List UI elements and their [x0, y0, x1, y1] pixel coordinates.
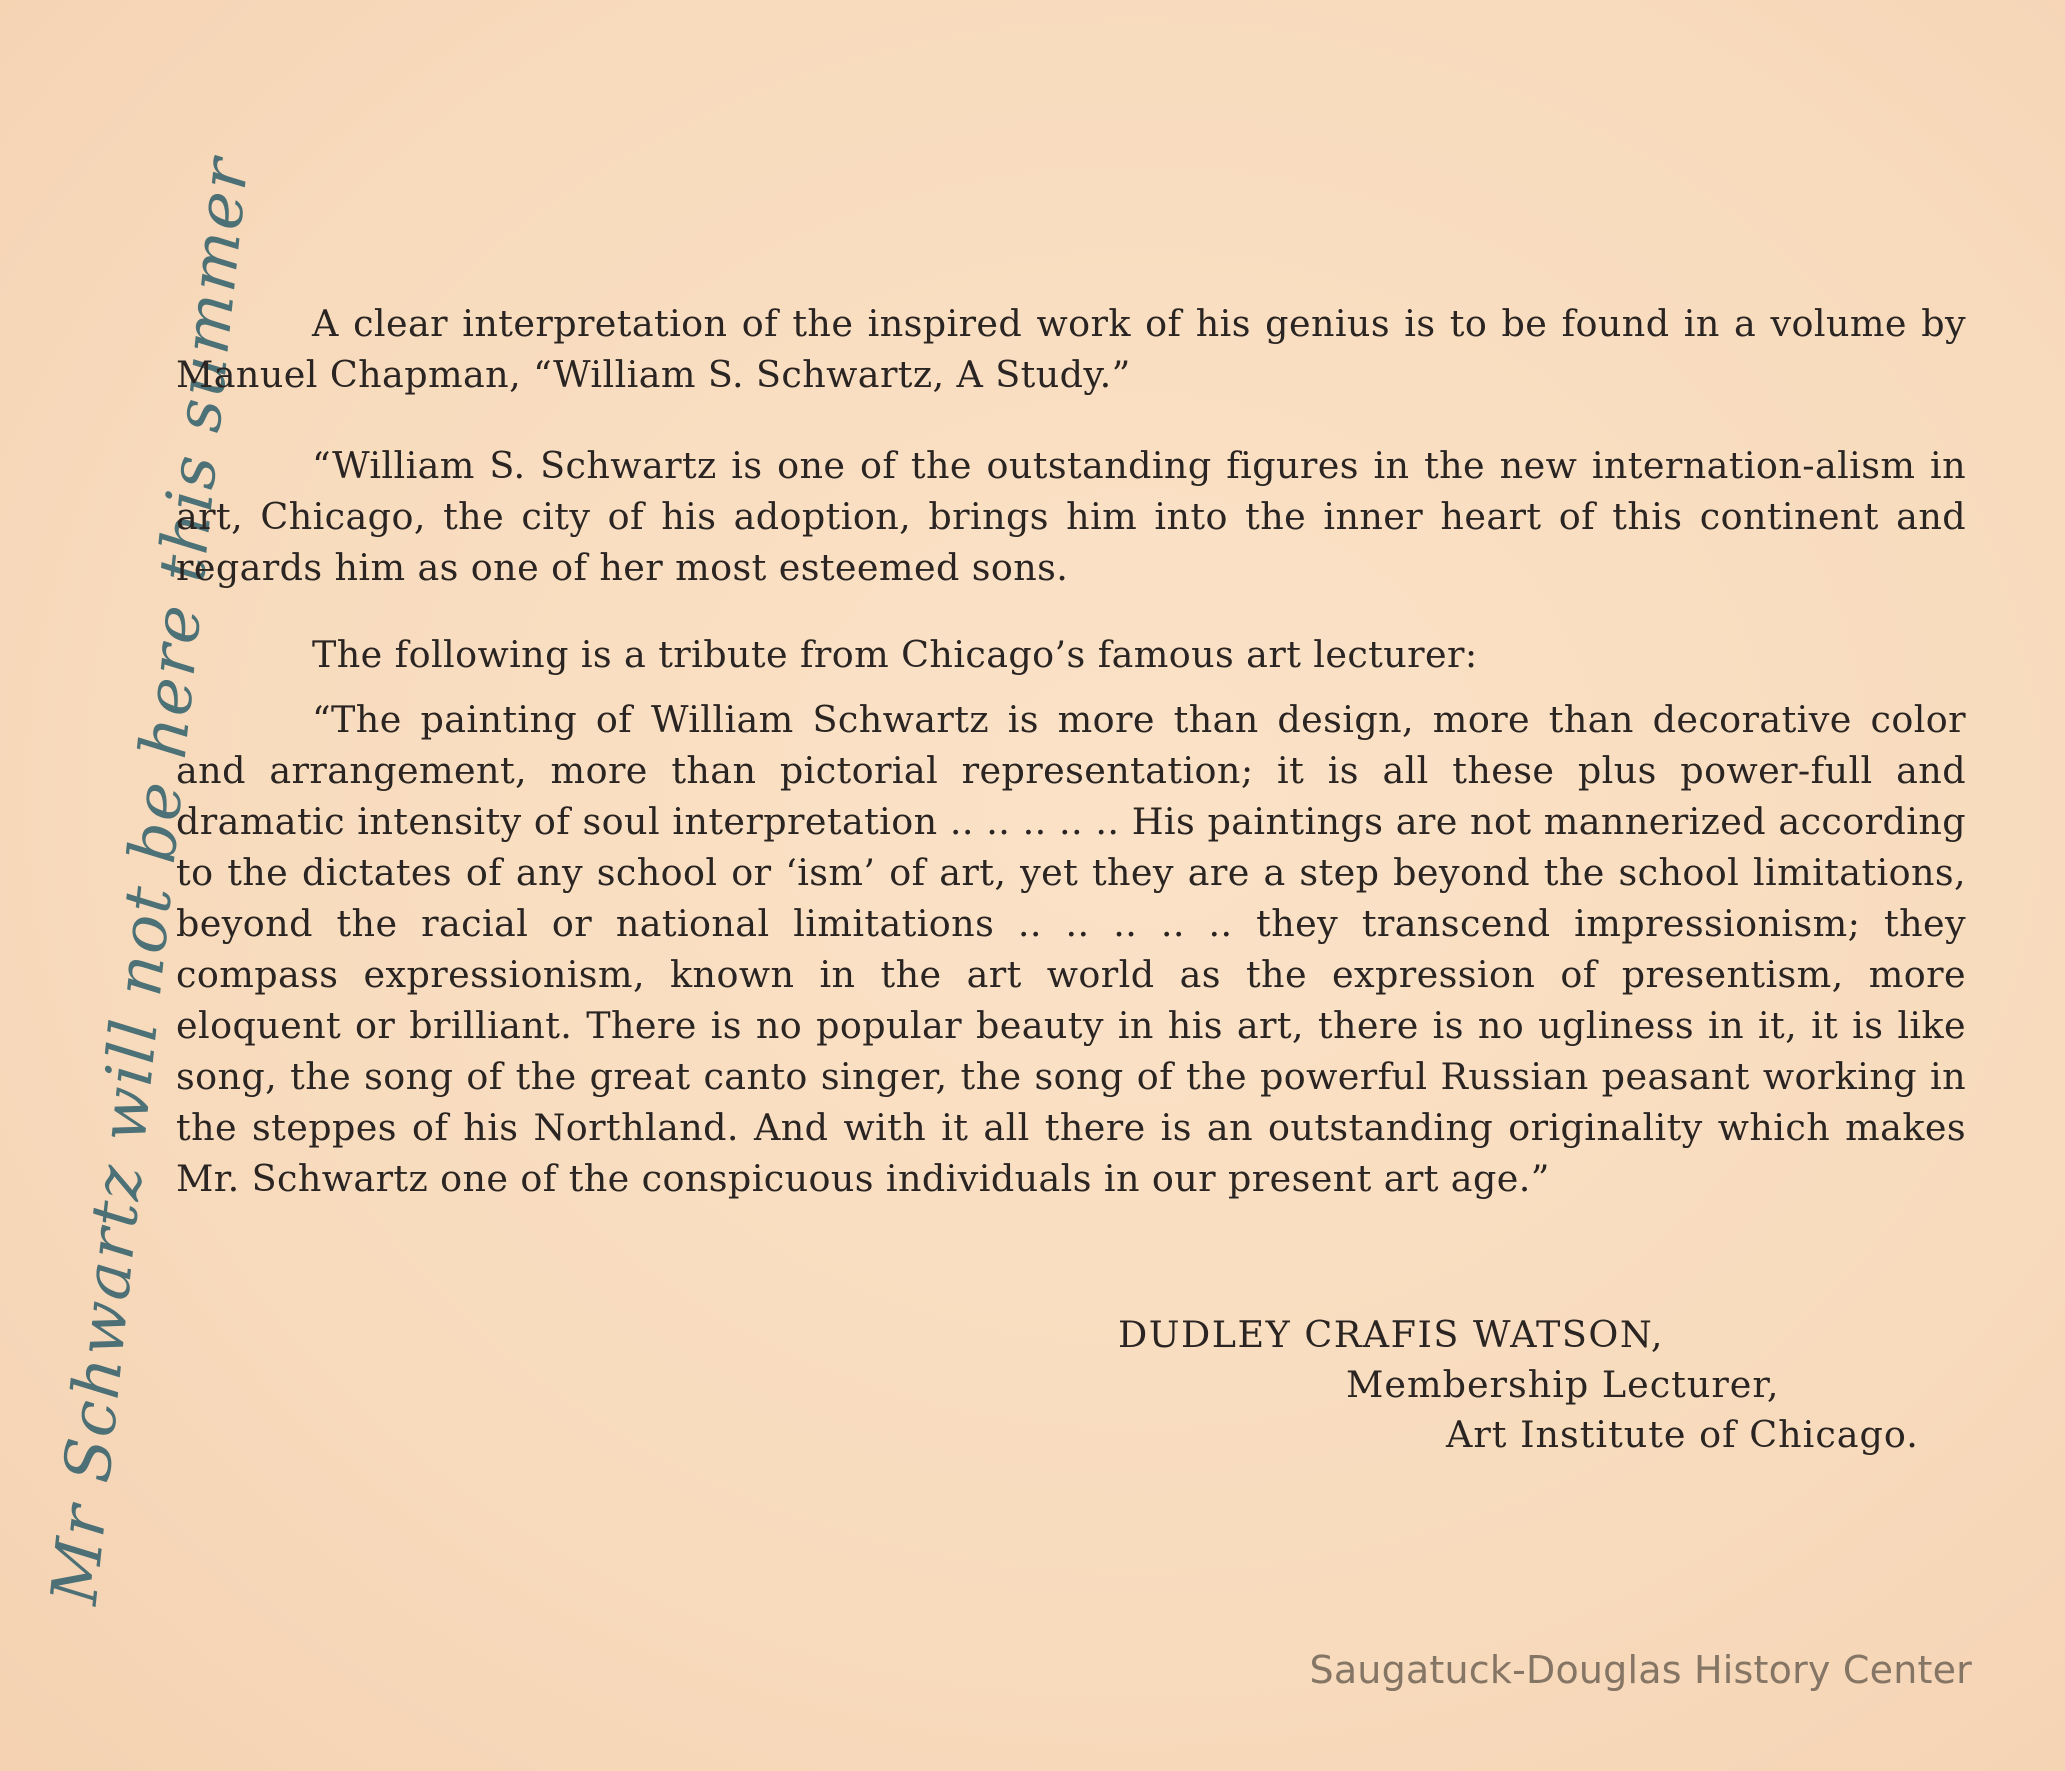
signature-title: Membership Lecturer,	[1346, 1363, 1780, 1406]
paragraph-watson-quote: “The painting of William Schwartz is more than design, more than decorative color and arrangement, more than pictorial representation; it is all these plus power-full and dramatic intensity of soul interpretation .. .. .. .. .. His paintings are not mannerized according to the dictates of any school or ‘ism’ of art, yet they are a step beyond the school limitations, beyond the racial or national limitations .. .. .. .. .. they transcend impressionism; they compass expressionism, known in the art world as the expression of presentism, more eloquent or brilliant. There is no popular beauty in his art, there is no ugliness in it, it is like song, the song of the great canto singer, the song of the powerful Russian peasant working in the steppes of his Northland. And with it all there is an outstanding originality which makes Mr. Schwartz one of the conspicuous individuals in our present art age.”	[176, 698, 1966, 1200]
paragraph-tribute-intro: The following is a tribute from Chicago’s famous art lecturer:	[312, 633, 1478, 676]
paragraph-schwartz-figure: “William S. Schwartz is one of the outstanding figures in the new internation-alism in art, Chicago, the city of his adoption, brings him into the inner heart of this continent and regards him as one of her most esteemed sons.	[176, 444, 1966, 589]
watermark-credit: Saugatuck-Douglas History Center	[1309, 1648, 1972, 1692]
handwritten-margin-note: Mr Schwartz will not be here this summer	[38, 153, 264, 1608]
body-text	[176, 298, 1966, 1204]
signature-block	[1118, 1310, 1919, 1460]
paragraph-chapman-volume: A clear interpretation of the inspired work of his genius is to be found in a volume by Manuel Chapman, “William S. Schwartz, A Study.”	[176, 302, 1966, 396]
signature-organization: Art Institute of Chicago.	[1446, 1413, 1919, 1456]
signature-name: DUDLEY CRAFIS WATSON,	[1118, 1313, 1665, 1356]
